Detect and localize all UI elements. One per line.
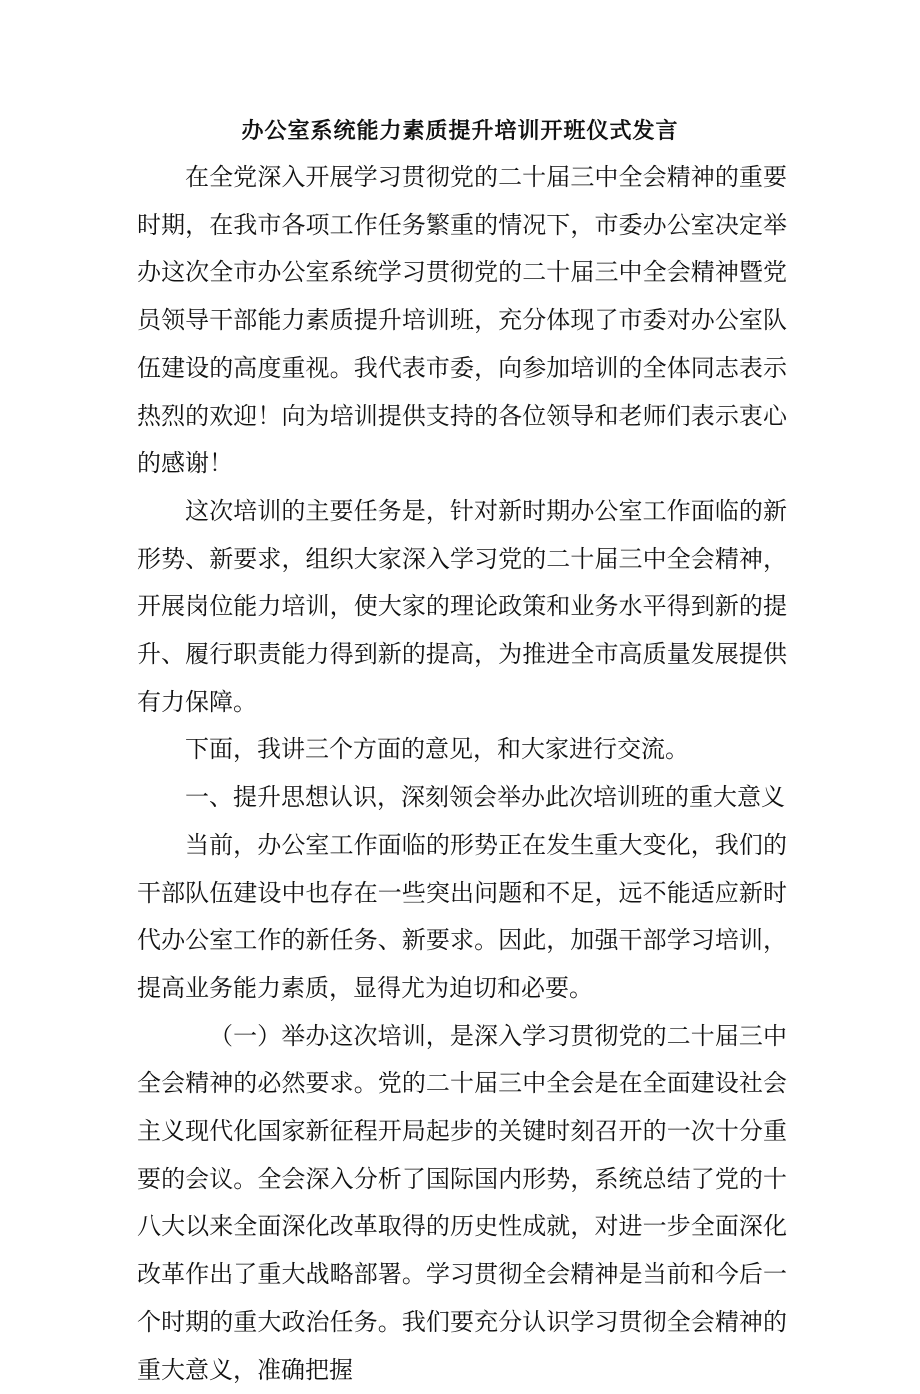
document-title: 办公室系统能力素质提升培训开班仪式发言 <box>241 118 679 144</box>
paragraph-current-situation: 当前，办公室工作面临的形势正在发生重大变化，我们的干部队伍建设中也存在一些突出问题和不足，远不能适应新时代办公室工作的新任务、新要求。因此，加强干部学习培训，提高业务能力素质，显得尤为迫切和必要。 <box>137 830 787 1002</box>
paragraph-intro: 在全党深入开展学习贯彻党的二十届三中全会精神的重要时期，在我市各项工作任务繁重的情况下，市委办公室决定举办这次全市办公室系统学习贯彻党的二十届三中全会精神暨党员领导干部能力素质提升培训班，充分体现了市委对办公室队伍建设的高度重视。我代表市委，向参加培训的全体同志表示热烈的欢迎！向为培训提供支持的各位领导和老师们表示衷心的感谢！ <box>137 163 787 478</box>
document-body <box>137 154 787 1394</box>
paragraph-outline: 下面，我讲三个方面的意见，和大家进行交流。 <box>185 735 689 764</box>
paragraph-subpoint-1: （一）举办这次培训，是深入学习贯彻党的二十届三中全会精神的必然要求。党的二十届三中全会是在全面建设社会主义现代化国家新征程开局起步的关键时刻召开的一次十分重要的会议。全会深入分析了国际国内形势，系统总结了党的十八大以来全面深化改革取得的历史性成就，对进一步全面深化改革作出了重大战略部署。学习贯彻全会精神是当前和今后一个时期的重大政治任务。我们要充分认识学习贯彻全会精神的重大意义，准确把握 <box>137 1021 787 1384</box>
section-heading-1: 一、提升思想认识，深刻领会举办此次培训班的重大意义 <box>185 783 785 812</box>
paragraph-main-task: 这次培训的主要任务是，针对新时期办公室工作面临的新形势、新要求，组织大家深入学习党的二十届三中全会精神，开展岗位能力培训，使大家的理论政策和业务水平得到新的提升、履行职责能力得到新的提高，为推进全市高质量发展提供有力保障。 <box>137 496 787 716</box>
